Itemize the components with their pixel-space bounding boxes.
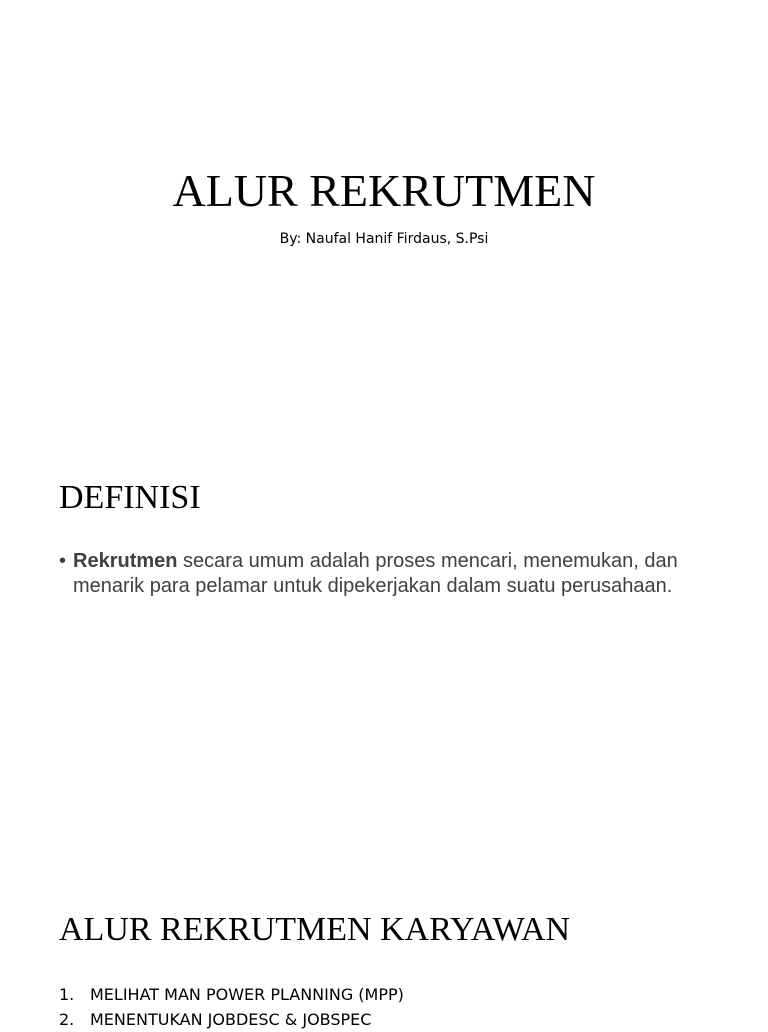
step-number: 1. xyxy=(59,985,75,1004)
list-item xyxy=(59,982,404,1007)
bullet-text xyxy=(73,549,719,599)
bullet-marker: • xyxy=(59,550,67,572)
slide-heading-definisi: DEFINISI xyxy=(59,479,201,516)
step-label: MENENTUKAN JOBDESC & JOBSPEC xyxy=(90,1010,372,1029)
title-slide xyxy=(0,0,768,400)
recruitment-flow-slide xyxy=(0,840,768,1029)
steps-list xyxy=(59,982,404,1032)
definition-text: secara umum adalah proses mencari, menemukan, dan menarik para pelamar untuk dipekerjakan dalam suatu perusahaan. xyxy=(73,550,678,597)
definition-bullet xyxy=(59,549,719,599)
presentation-author: By: Naufal Hanif Firdaus, S.Psi xyxy=(279,231,489,247)
bold-term: Rekrutmen xyxy=(73,550,178,572)
presentation-title: ALUR REKRUTMEN xyxy=(172,165,596,216)
bullet-item xyxy=(59,549,719,599)
definition-slide xyxy=(0,400,768,840)
step-number: 2. xyxy=(59,1010,75,1029)
slide-heading-alur: ALUR REKRUTMEN KARYAWAN xyxy=(59,911,571,948)
step-label: MELIHAT MAN POWER PLANNING (MPP) xyxy=(90,985,404,1004)
list-item xyxy=(59,1007,404,1032)
